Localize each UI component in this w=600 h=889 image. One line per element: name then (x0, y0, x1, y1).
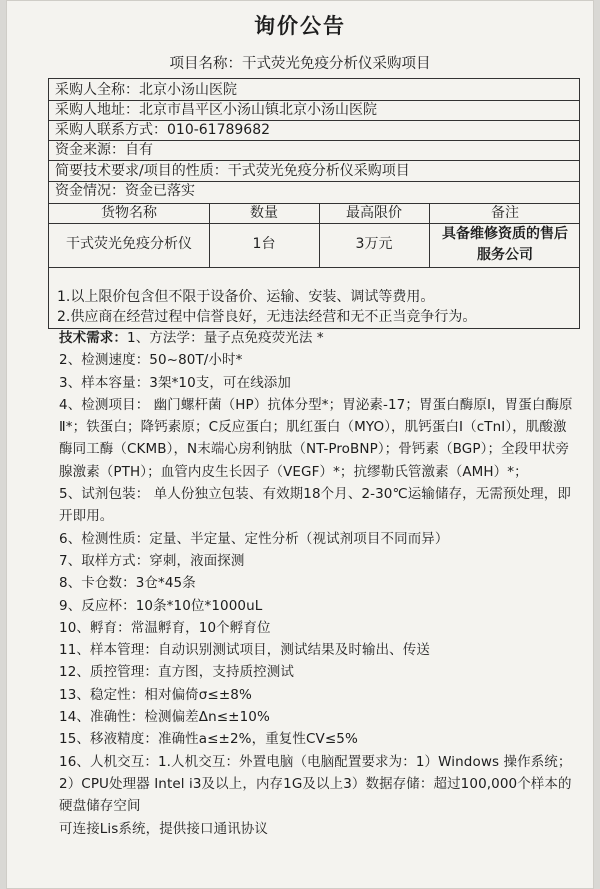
goods-max-price: 3万元 (355, 236, 393, 252)
header-max-price: 最高限价 (346, 205, 402, 221)
requirement-item-15: 15、移液精度：准确性a≤±2%，重复性CV≤5% (59, 731, 358, 748)
goods-header-row (49, 204, 579, 224)
requirement-item-10: 10、孵育：常温孵育，10个孵育位 (59, 619, 271, 636)
requirement-item-6: 6、检测性质：定量、半定量、定性分析（视试剂项目不同而异） (59, 530, 449, 547)
requirement-item-4: 4、检测项目： 幽门螺杆菌（HP）抗体分型*；胃泌素-17；胃蛋白酶原Ⅰ，胃蛋白酶原Ⅱ*；铁蛋白；降钙素原；C反应蛋白；肌红蛋白（MYO），肌钙蛋白Ⅰ（cTnI），肌酸激酶同工酶（CKMB），N末端心房利钠肽（NT-ProBNP）；骨钙素（BGP）；全段甲状旁腺激素（PTH）；血管内皮生长因子（VEGF）*；抗缪勒氏管激素（AMH）*； (59, 396, 573, 480)
document-page (6, 0, 594, 889)
column-divider (209, 204, 210, 268)
requirement-item-3: 3、样本容量：3架*10支，可在线添加 (59, 374, 292, 391)
note-2: 2.供应商在经营过程中信誉良好，无违法经营和无不正当竞争行为。 (57, 309, 477, 325)
requirements-heading: 技术需求： (59, 330, 127, 346)
requirement-item-1: 技术需求：1、方法学：量子点免疫荧光法 * (59, 330, 324, 346)
info-table (48, 78, 580, 329)
goods-remark-line1: 具备维修资质的售后 (442, 226, 568, 242)
requirement-item-16: 16、人机交互：1.人机交互：外置电脑（电脑配置要求为：1）Windows 操作系统；2）CPU处理器 Intel i3及以上，内存1G及以上3）数据存储：超过100,000个样本的硬盘储存空间 (59, 753, 572, 815)
note-1: 1.以上限价包含但不限于设备价、运输、安装、调试等费用。 (57, 289, 435, 305)
requirement-item-2: 2、检测速度：50~80T/小时* (59, 352, 243, 369)
info-row-tech-summary: 简要技术要求/项目的性质：干式荧光免疫分析仪采购项目 (49, 162, 579, 182)
goods-name: 干式荧光免疫分析仪 (66, 236, 192, 252)
info-row-purchaser-name: 采购人全称：北京小汤山医院 (49, 81, 579, 101)
info-row-contact: 采购人联系方式：010-61789682 (49, 121, 579, 141)
requirement-item-13: 13、稳定性：相对偏倚σ≤±8% (59, 686, 252, 703)
header-quantity: 数量 (250, 205, 278, 221)
column-divider (319, 204, 320, 268)
requirement-item-11: 11、样本管理：自动识别测试项目，测试结果及时输出、传送 (59, 642, 430, 659)
goods-quantity: 1台 (252, 236, 276, 252)
requirement-item-5: 5、试剂包装： 单人份独立包装、有效期18个月、2-30℃运输储存，无需预处理，即开即用。 (59, 486, 571, 525)
header-goods-name: 货物名称 (101, 205, 157, 221)
info-row-fund-source: 资金来源：自有 (49, 141, 579, 161)
column-divider (429, 204, 430, 268)
goods-remark-line2: 服务公司 (477, 247, 533, 263)
project-name: 项目名称：干式荧光免疫分析仪采购项目 (169, 56, 431, 72)
requirement-item-12: 12、质控管理：直方图，支持质控测试 (59, 664, 294, 681)
requirement-item-7: 7、取样方式：穿刺，液面探测 (59, 552, 245, 569)
requirement-item-14: 14、准确性：检测偏差Δn≤±10% (59, 709, 270, 726)
info-row-fund-status: 资金情况：资金已落实 (49, 182, 579, 204)
document-title: 询价公告 (254, 14, 346, 38)
info-row-purchaser-address: 采购人地址：北京市昌平区小汤山镇北京小汤山医院 (49, 101, 579, 121)
requirement-item-9: 9、反应杯：10条*10位*1000uL (59, 597, 263, 614)
header-remarks: 备注 (491, 205, 519, 221)
technical-requirements (59, 327, 579, 840)
goods-data-row (49, 224, 579, 268)
requirement-lis: 可连接Lis系统，提供接口通讯协议 (59, 820, 269, 837)
requirement-item-8: 8、卡仓数：3仓*45条 (59, 575, 196, 592)
